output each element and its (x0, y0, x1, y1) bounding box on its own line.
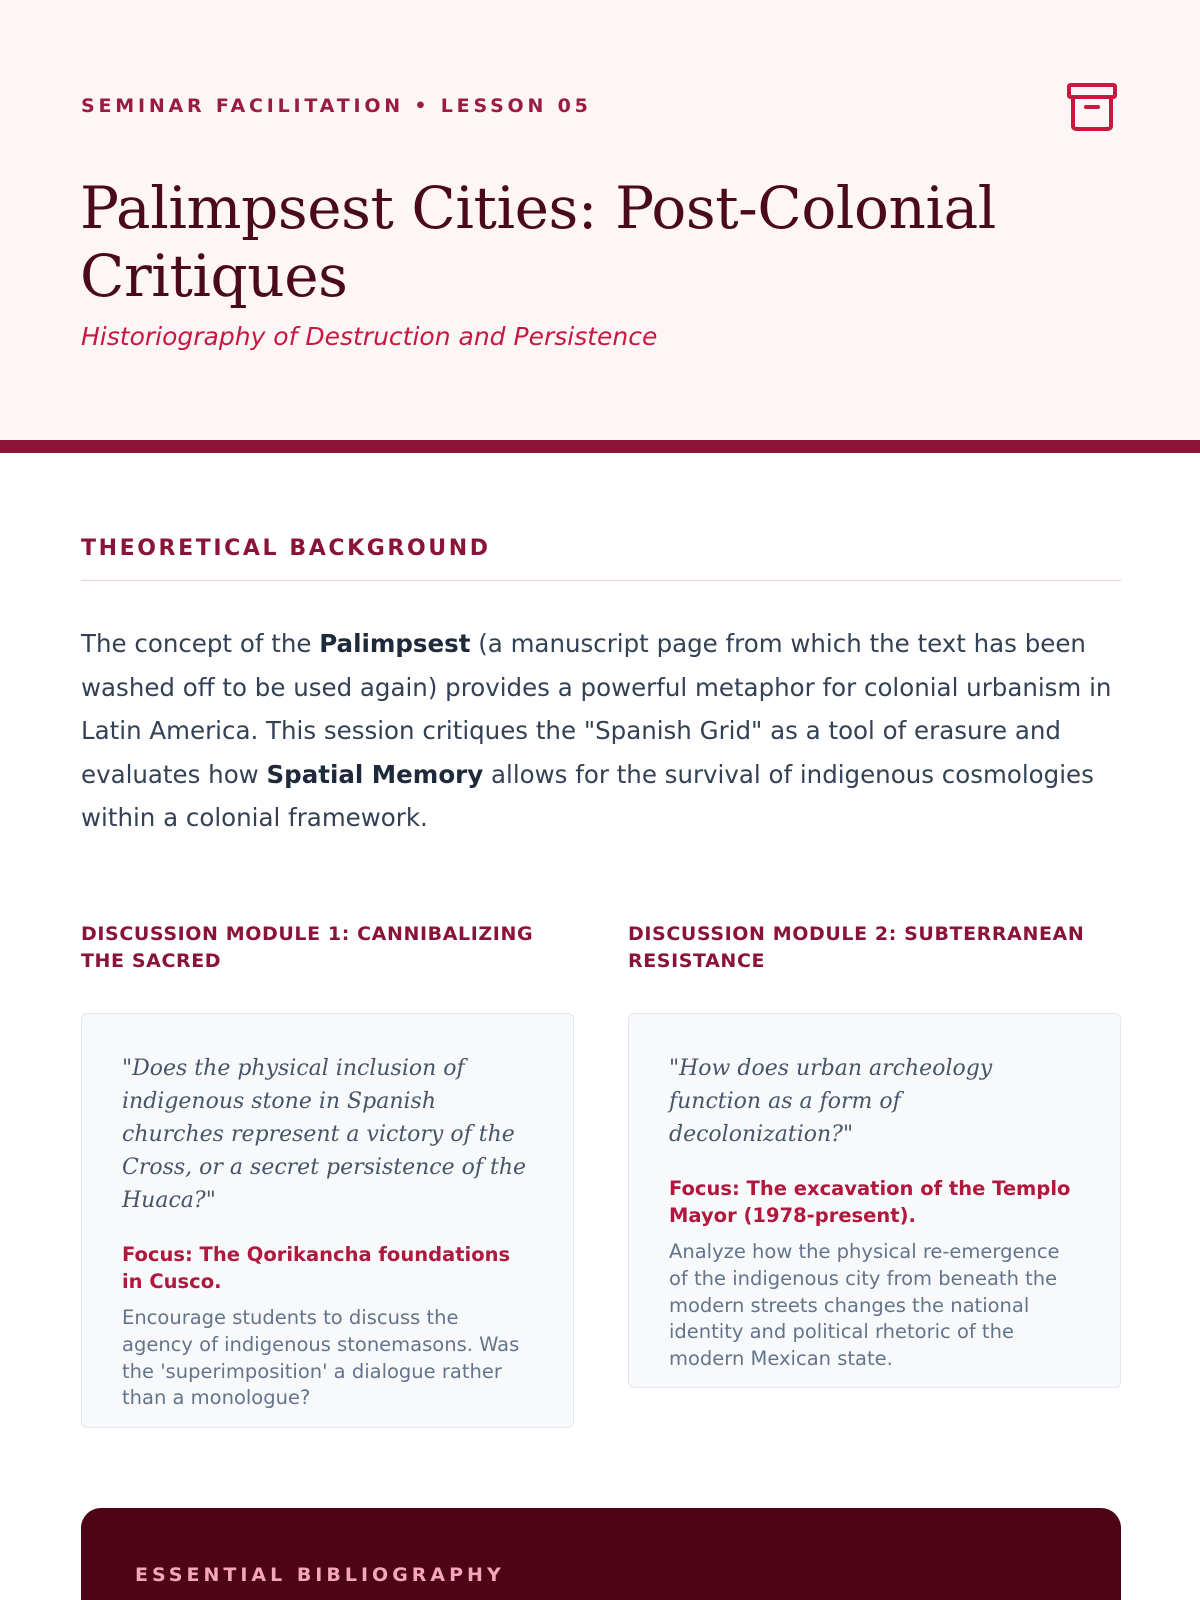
lesson-header (0, 0, 1200, 440)
bibliography-panel (81, 1508, 1121, 1600)
intro-text-2: (a manuscript page from which the text has been washed off to be used again) provides a powerful metaphor for colonial urbanism in Latin America. This session critiques the "Spanish Grid" as a tool of erasure and evaluates how (81, 629, 1112, 789)
module-2-title: DISCUSSION MODULE 2: SUBTERRANEAN RESISTANCE (628, 923, 1085, 972)
term-spatial-memory: Spatial Memory (266, 759, 484, 789)
intro-text-3: allows for the survival of indigenous cosmologies within a colonial framework. (81, 759, 1094, 832)
intro-paragraph (81, 622, 1126, 840)
bibliography-heading: ESSENTIAL BIBLIOGRAPHY (135, 1564, 505, 1586)
header-divider (0, 440, 1200, 453)
module-2-focus: Focus: The excavation of the Templo Mayor (1978-present). (669, 1177, 1071, 1227)
page-title: Palimpsest Cities: Post-Colonial Critiques (80, 174, 996, 310)
module-2-notes: Analyze how the physical re-emergence of the indigenous city from beneath the modern streets changes the national identity and political rhetoric of the modern Mexican state. (669, 1240, 1060, 1371)
intro-text-1: The concept of the (81, 629, 320, 658)
module-1-notes: Encourage students to discuss the agency of indigenous stonemasons. Was the 'superimposition' a dialogue rather than a monologue? (122, 1306, 520, 1410)
page-subtitle: Historiography of Destruction and Persistence (81, 322, 658, 351)
archive-button[interactable] (1066, 82, 1118, 132)
section-heading: THEORETICAL BACKGROUND (81, 536, 491, 561)
term-palimpsest: Palimpsest (319, 629, 471, 658)
lesson-eyebrow: SEMINAR FACILITATION • LESSON 05 (81, 95, 592, 117)
module-1-question: "Does the physical inclusion of indigenous stone in Spanish churches represent a victory of the Cross, or a secret persistence of the Huaca?" (122, 1056, 527, 1213)
module-1-title: DISCUSSION MODULE 1: CANNIBALIZING THE SACRED (81, 923, 534, 972)
archive-icon (1066, 82, 1118, 132)
module-2-card (628, 1013, 1121, 1388)
module-1-focus: Focus: The Qorikancha foundations in Cusco. (122, 1243, 511, 1293)
section-divider (81, 580, 1121, 581)
module-2-question: "How does urban archeology function as a form of decolonization?" (669, 1056, 993, 1147)
module-1-card (81, 1013, 574, 1428)
